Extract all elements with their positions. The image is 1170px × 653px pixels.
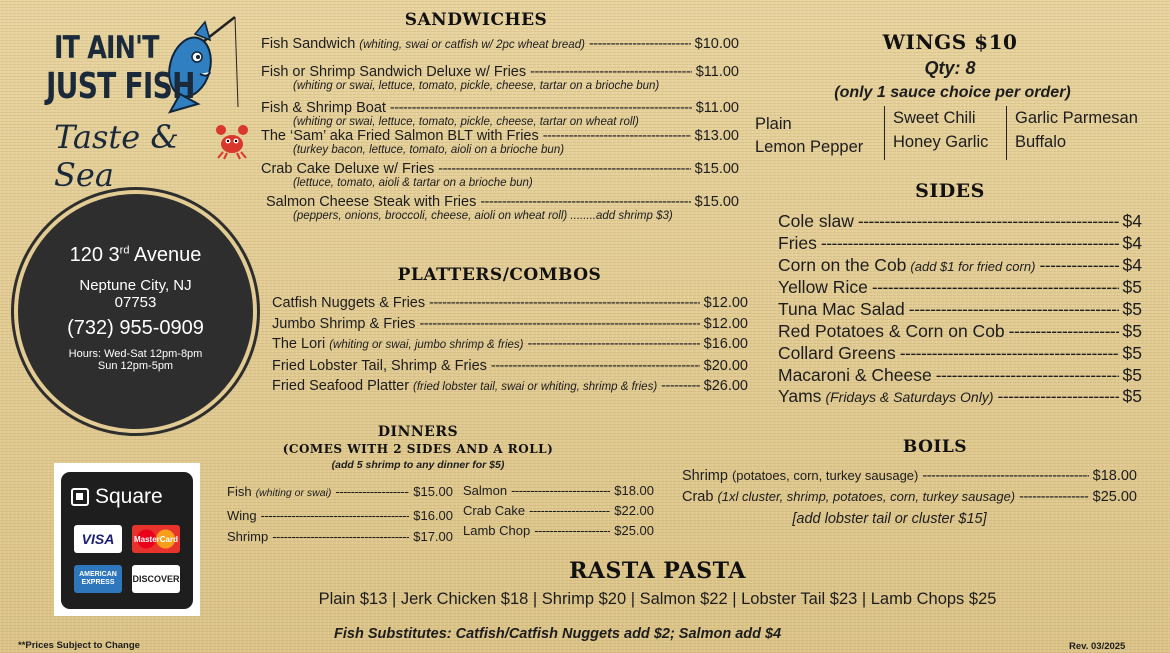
wings-title: WINGS $10: [882, 30, 1018, 54]
menu-item: Tuna Mac Salad ----- $5: [778, 299, 1142, 321]
menu-item: Yams (Fridays & Saturdays Only) ----- $5: [778, 386, 1142, 409]
menu-item: Fish Sandwich (whiting, swai or catfish w/ 2pc wheat bread) ----- $10.00: [261, 36, 739, 52]
rasta-pasta-options: Plain $13 | Jerk Chicken $18 | Shrimp $20 | Salmon $22 | Lobster Tail $23 | Lamb Chops $25: [318, 590, 997, 608]
payment-methods: [54, 463, 200, 616]
menu-item: Catfish Nuggets & Fries ----- $12.00: [272, 293, 748, 314]
platters-title: PLATTERS/COMBOS: [397, 265, 602, 285]
item-description: (turkey bacon, lettuce, tomato, aioli on a brioche bun): [293, 144, 565, 156]
prices-disclaimer: **Prices Subject to Change: [18, 640, 140, 651]
phone-number[interactable]: (732) 955-0909: [67, 317, 204, 339]
logo-line-1: IT AIN'T: [54, 30, 159, 66]
item-description: (whiting or swai, lettuce, tomato, pickle, cheese, tartar on wheat roll): [293, 116, 639, 128]
fish-substitutes: Fish Substitutes: Catfish/Catfish Nuggets add $2; Salmon add $4: [334, 626, 782, 642]
square-panel: [61, 472, 193, 609]
dinners-subtitle: (COMES WITH 2 SIDES AND A ROLL): [282, 442, 554, 456]
platters-section: [272, 293, 748, 398]
square-logo-icon: [71, 488, 89, 506]
menu-item: Fried Seafood Platter (fried lobster tail, swai or whiting, shrimp & fries) ----- $26.00: [272, 376, 748, 398]
menu-item: Salmon Cheese Steak with Fries ----- $15.00: [261, 194, 739, 210]
mastercard-icon: MasterCard: [132, 525, 180, 553]
wing-sauces-col-3: [1006, 106, 1138, 160]
revision-date: Rev. 03/2025: [1069, 641, 1126, 652]
contact-info-circle: [14, 190, 257, 433]
sides-section: [778, 211, 1142, 409]
sandwiches-section: [261, 36, 739, 222]
menu-item: Corn on the Cob (add $1 for fried corn) ----- $4: [778, 255, 1142, 278]
sauce-option: Lemon Pepper: [755, 138, 864, 156]
sauce-option: Sweet Chili: [893, 109, 976, 127]
visa-card-icon: VISA: [74, 525, 122, 553]
menu-item: Yellow Rice ----- $5: [778, 277, 1142, 299]
menu-item: Crab Cake Deluxe w/ Fries ----- $15.00: [261, 161, 739, 177]
item-description: (peppers, onions, broccoli, cheese, aioli on wheat roll) ........add shrimp $3): [293, 210, 673, 222]
menu-item: Shrimp ----- $17.00: [227, 526, 453, 548]
menu-item: Fish or Shrimp Sandwich Deluxe w/ Fries ----- $11.00: [261, 64, 739, 80]
sauce-option: Garlic Parmesan: [1015, 109, 1138, 127]
rasta-pasta-title: RASTA PASTA: [569, 558, 746, 584]
wing-sauces-col-1: [755, 110, 863, 159]
address-zip: 07753: [114, 294, 157, 311]
menu-item: Lamb Chop ----- $25.00: [463, 521, 654, 541]
amex-card-icon: AMERICAN EXPRESS: [74, 565, 122, 593]
menu-item: Cole slaw ----- $4: [778, 211, 1142, 233]
menu-item: Salmon ----- $18.00: [463, 481, 654, 501]
dinners-note: (add 5 shrimp to any dinner for $5): [331, 459, 505, 471]
boils-footnote: [add lobster tail or cluster $15]: [792, 511, 987, 527]
discover-card-icon: DISCOVER: [132, 565, 180, 593]
menu-item: Macaroni & Cheese ----- $5: [778, 365, 1142, 387]
hours-line-2: Sun 12pm-5pm: [97, 360, 174, 372]
boils-section: [682, 466, 1137, 507]
menu-item: Red Potatoes & Corn on Cob ----- $5: [778, 321, 1142, 343]
menu-item: Collard Greens ----- $5: [778, 343, 1142, 365]
sauce-option: Buffalo: [1015, 133, 1067, 151]
wing-sauces-col-2: [884, 106, 988, 160]
sandwiches-title: SANDWICHES: [404, 10, 548, 30]
dinners-right-column: [463, 481, 654, 541]
menu-item: The ‘Sam’ aka Fried Salmon BLT with Fries ----- $13.00: [261, 128, 739, 144]
dinners-title: DINNERS: [377, 424, 459, 440]
address-city: Neptune City, NJ: [79, 277, 192, 294]
item-description: (whiting or swai, lettuce, tomato, pickle, cheese, tartar on a brioche bun): [293, 80, 660, 92]
restaurant-logo: [40, 12, 245, 194]
hours-line-1: Hours: Wed-Sat 12pm-8pm: [68, 348, 203, 360]
sides-title: SIDES: [915, 180, 985, 202]
item-description: (lettuce, tomato, aioli & tartar on a brioche bun): [293, 177, 533, 189]
menu-item: Jumbo Shrimp & Fries ----- $12.00: [272, 314, 748, 335]
menu-item: Crab (1xl cluster, shrimp, potatoes, corn, turkey sausage) ----- $25.00: [682, 487, 1137, 508]
wings-qty: Qty: 8: [924, 58, 976, 78]
address-street: 120 3rd Avenue: [69, 244, 202, 266]
wings-note: (only 1 sauce choice per order): [834, 84, 1071, 101]
menu-item: Fish (whiting or swai) ----- $15.00: [227, 481, 453, 505]
menu-item: Fish & Shrimp Boat ----- $11.00: [261, 100, 739, 116]
logo-script: Taste & Sea: [54, 118, 179, 194]
square-brand: Square: [95, 485, 163, 508]
menu-item: Fried Lobster Tail, Shrimp & Fries ----- $20.00: [272, 356, 748, 377]
menu-item: Fries ----- $4: [778, 233, 1142, 255]
dinners-left-column: [227, 481, 453, 548]
menu-item: The Lori (whiting or swai, jumbo shrimp & fries) ----- $16.00: [272, 334, 748, 356]
menu-item: Crab Cake ----- $22.00: [463, 501, 654, 521]
sauce-option: Plain: [755, 115, 792, 133]
menu-item: Wing ----- $16.00: [227, 505, 453, 527]
logo-line-2: JUST FISH: [46, 66, 195, 107]
boils-title: BOILS: [902, 437, 968, 457]
sauce-option: Honey Garlic: [893, 133, 989, 151]
menu-item: Shrimp (potatoes, corn, turkey sausage) ----- $18.00: [682, 466, 1137, 487]
